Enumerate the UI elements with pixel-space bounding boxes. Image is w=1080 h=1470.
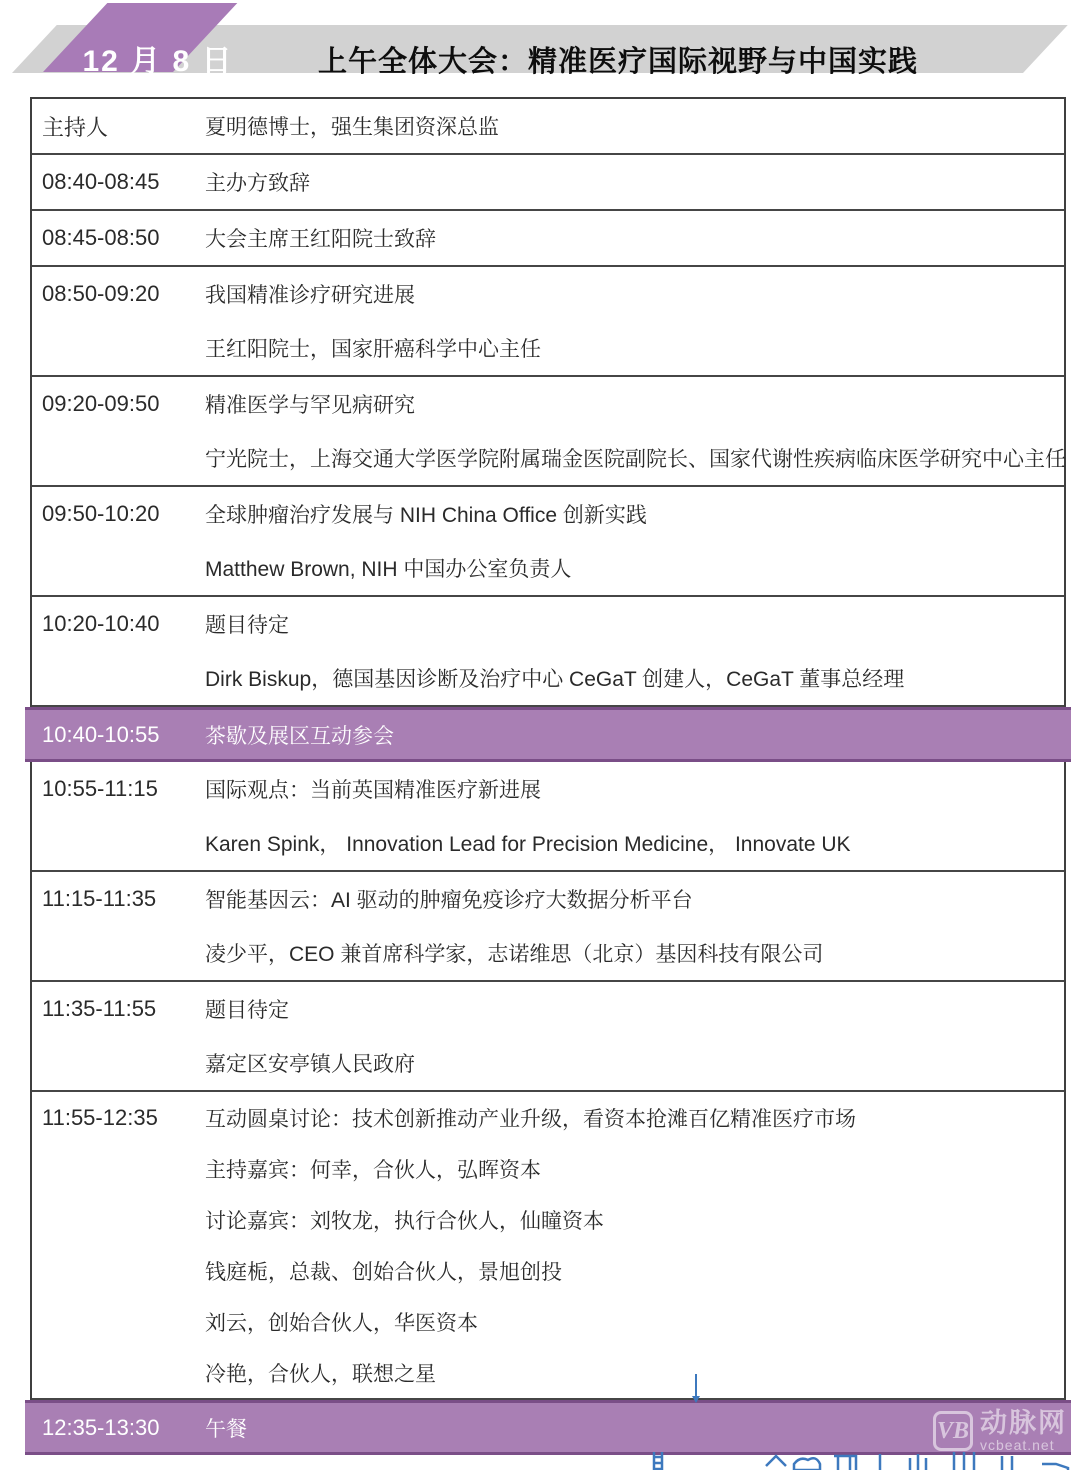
time-cell: 10:20-10:40 (42, 611, 160, 636)
content-line: 讨论嘉宾：刘牧龙，执行合伙人，仙瞳资本 (205, 1209, 604, 1233)
schedule-row-break (25, 707, 1071, 762)
content-cell (205, 872, 1064, 980)
schedule-row (32, 597, 1064, 707)
content-line: 凌少平，CEO 兼首席科学家，志诺维思（北京）基因科技有限公司 (205, 943, 824, 966)
date-label: 12 月 8 日 (82, 45, 234, 78)
content-line: 题目待定 (205, 614, 289, 637)
content-line: 茶歇及展区互动参会 (205, 724, 394, 748)
content-line: 全球肿瘤治疗发展与 NIH China Office 创新实践 (205, 504, 647, 527)
schedule-table (30, 97, 1066, 1455)
time-cell: 12:35-13:30 (42, 1414, 160, 1440)
time-cell: 11:35-11:55 (42, 996, 157, 1021)
content-cell (205, 377, 1064, 485)
page-title: 上午全体大会：精准医疗国际视野与中国实践 (318, 46, 919, 78)
time-cell: 10:40-10:55 (42, 721, 160, 747)
content-line: 钱庭栀，总裁、创始合伙人，景旭创投 (205, 1260, 562, 1284)
content-cell (205, 1092, 1064, 1398)
schedule-row (32, 1092, 1064, 1400)
content-line: 冷艳，合伙人，联想之星 (205, 1362, 436, 1386)
time-cell: 09:20-09:50 (42, 391, 160, 416)
content-line: 夏明德博士，强生集团资深总监 (205, 116, 499, 139)
schedule-row (32, 872, 1064, 982)
schedule-row (32, 487, 1064, 597)
content-line: 午餐 (205, 1417, 247, 1441)
content-cell (205, 155, 1064, 209)
content-line: Matthew Brown, NIH 中国办公室负责人 (205, 558, 572, 581)
schedule-row-break (25, 1400, 1071, 1455)
time-cell: 10:55-11:15 (42, 776, 158, 801)
watermark-site: vcbeat.net (980, 1437, 1055, 1453)
content-line: 嘉定区安亭镇人民政府 (205, 1053, 415, 1076)
content-cell (205, 710, 1064, 759)
schedule-row (32, 762, 1064, 872)
content-line: 智能基因云：AI 驱动的肿瘤免疫诊疗大数据分析平台 (205, 889, 693, 912)
content-line: 王红阳院士，国家肝癌科学中心主任 (205, 338, 541, 361)
schedule-row (32, 155, 1064, 211)
time-cell: 11:55-12:35 (42, 1104, 158, 1130)
schedule-row (32, 982, 1064, 1092)
content-line: 国际观点：当前英国精准医疗新进展 (205, 779, 541, 802)
time-cell: 09:50-10:20 (42, 501, 160, 526)
schedule-row (32, 267, 1064, 377)
time-cell: 08:40-08:45 (42, 169, 160, 194)
content-line: 刘云，创始合伙人，华医资本 (205, 1311, 478, 1335)
content-line: 主办方致辞 (205, 172, 310, 195)
content-cell (205, 762, 1064, 870)
content-cell (205, 99, 1064, 153)
content-line: 精准医学与罕见病研究 (205, 394, 415, 417)
content-line: Dirk Biskup，德国基因诊断及治疗中心 CeGaT 创建人，CeGaT 董事总经理 (205, 668, 905, 691)
time-cell: 08:50-09:20 (42, 281, 160, 306)
content-line: 我国精准诊疗研究进展 (205, 284, 415, 307)
watermark-text (980, 1410, 1067, 1452)
time-cell: 11:15-11:35 (42, 886, 157, 911)
content-cell (205, 982, 1064, 1090)
vb-logo-icon: VB (933, 1411, 973, 1451)
watermark-name: 动脉网 (980, 1408, 1067, 1438)
schedule-row (32, 211, 1064, 267)
content-cell (205, 487, 1064, 595)
content-line: 大会主席王红阳院士致辞 (205, 228, 436, 251)
content-cell (205, 267, 1064, 375)
content-line: 互动圆桌讨论：技术创新推动产业升级，看资本抢滩百亿精准医疗市场 (205, 1107, 856, 1131)
time-cell: 08:45-08:50 (42, 225, 160, 250)
city-skyline-sketch-icon (618, 1452, 1080, 1470)
content-line: Karen Spink， Innovation Lead for Precision Medicine， Innovate UK (205, 833, 851, 856)
tower-spire-icon (695, 1374, 697, 1401)
watermark (933, 1409, 1080, 1453)
content-cell (205, 597, 1064, 705)
content-line: 宁光院士，上海交通大学医学院附属瑞金医院副院长、国家代谢性疾病临床医学研究中心主任 (205, 448, 1066, 471)
schedule-row (32, 99, 1064, 155)
schedule-row (32, 377, 1064, 487)
content-line: 主持嘉宾：何幸，合伙人，弘晖资本 (205, 1158, 541, 1182)
content-cell (205, 211, 1064, 265)
content-line: 题目待定 (205, 999, 289, 1022)
time-cell: 主持人 (42, 114, 109, 140)
